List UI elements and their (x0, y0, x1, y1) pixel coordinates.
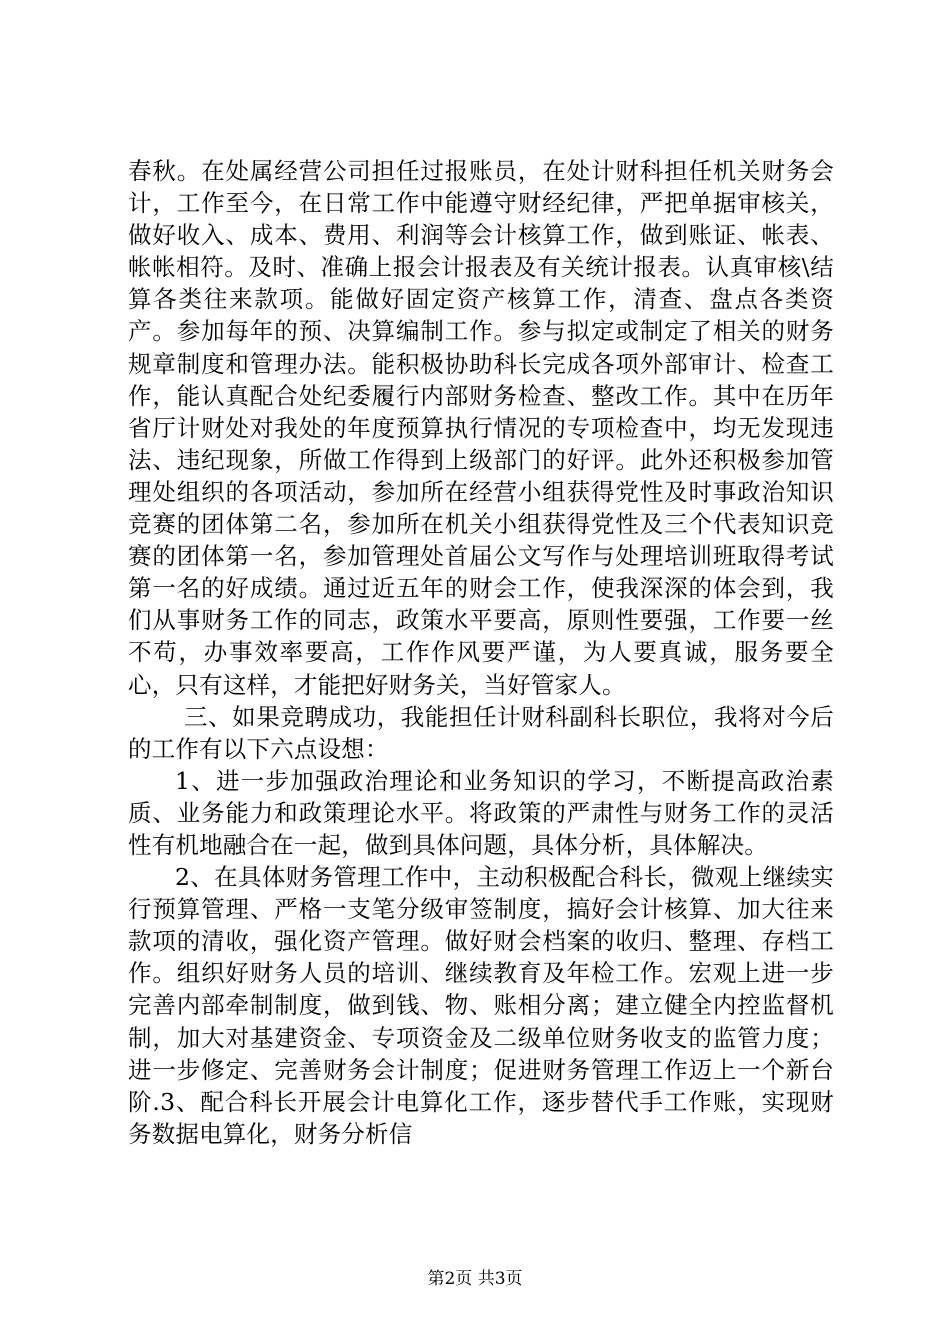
paragraph-continuation: 春秋。在处属经营公司担任过报账员，在处计财科担任机关财务会计，工作至今，在日常工作中能遵守财经纪律，严把单据审核关，做好收入、成本、费用、利润等会计核算工作，做到账证、帐表、帐帐相符。及时、准确上报会计报表及有关统计报表。认真审核\结算各类往来款项。能做好固定资产核算工作，清查、盘点各类资产。参加每年的预、决算编制工作。参与拟定或制定了相关的财务规章制度和管理办法。能积极协助科长完成各项外部审计、检查工作，能认真配合处纪委履行内部财务检查、整改工作。其中在历年省厅计财处对我处的年度预算执行情况的专项检查中，均无发现违法、违纪现象，所做工作得到上级部门的好评。此外还积极参加管理处组织的各项活动，参加所在经营小组获得党性及时事政治知识竞赛的团体第二名，参加所在机关小组获得党性及三个代表知识竞赛的团体第一名，参加管理处首届公文写作与处理培训班取得考试第一名的好成绩。通过近五年的财会工作，使我深深的体会到，我们从事财务工作的同志，政策水平要高，原则性要强，工作要一丝不苟，办事效率要高，工作作风要严谨，为人要真诚，服务要全心，只有这样，才能把好财务关，当好管家人。 (128, 157, 834, 699)
paragraph-item-1: 1、进一步加强政治理论和业务知识的学习，不断提高政治素质、业务能力和政策理论水平。将政策的严肃性与财务工作的灵活性有机地融合在一起，做到具体问题，具体分析，具体解决。 (128, 766, 834, 859)
document-body (128, 155, 834, 1150)
paragraph-item-2: 2、在具体财务管理工作中，主动积极配合科长，微观上继续实行预算管理、严格一支笔分级审签制度，搞好会计核算、加大往来款项的清收，强化资产管理。做好财会档案的收归、整理、存档工作。组织好财务人员的培训、继续教育及年检工作。宏观上进一步完善内部牵制制度，做到钱、物、账相分离；建立健全内控监督机制，加大对基建资金、专项资金及二级单位财务收支的监管力度；进一步修定、完善财务会计制度；促进财务管理工作迈上一个新台阶.3、配合科长开展会计电算化工作，逐步替代手工作账，实现财务数据电算化，财务分析信 (128, 863, 834, 1148)
paragraph-section-3: 三、如果竞聘成功，我能担任计财科副科长职位，我将对今后的工作有以下六点设想： (128, 702, 834, 763)
page-footer: 第2页 共3页 (427, 1269, 523, 1289)
